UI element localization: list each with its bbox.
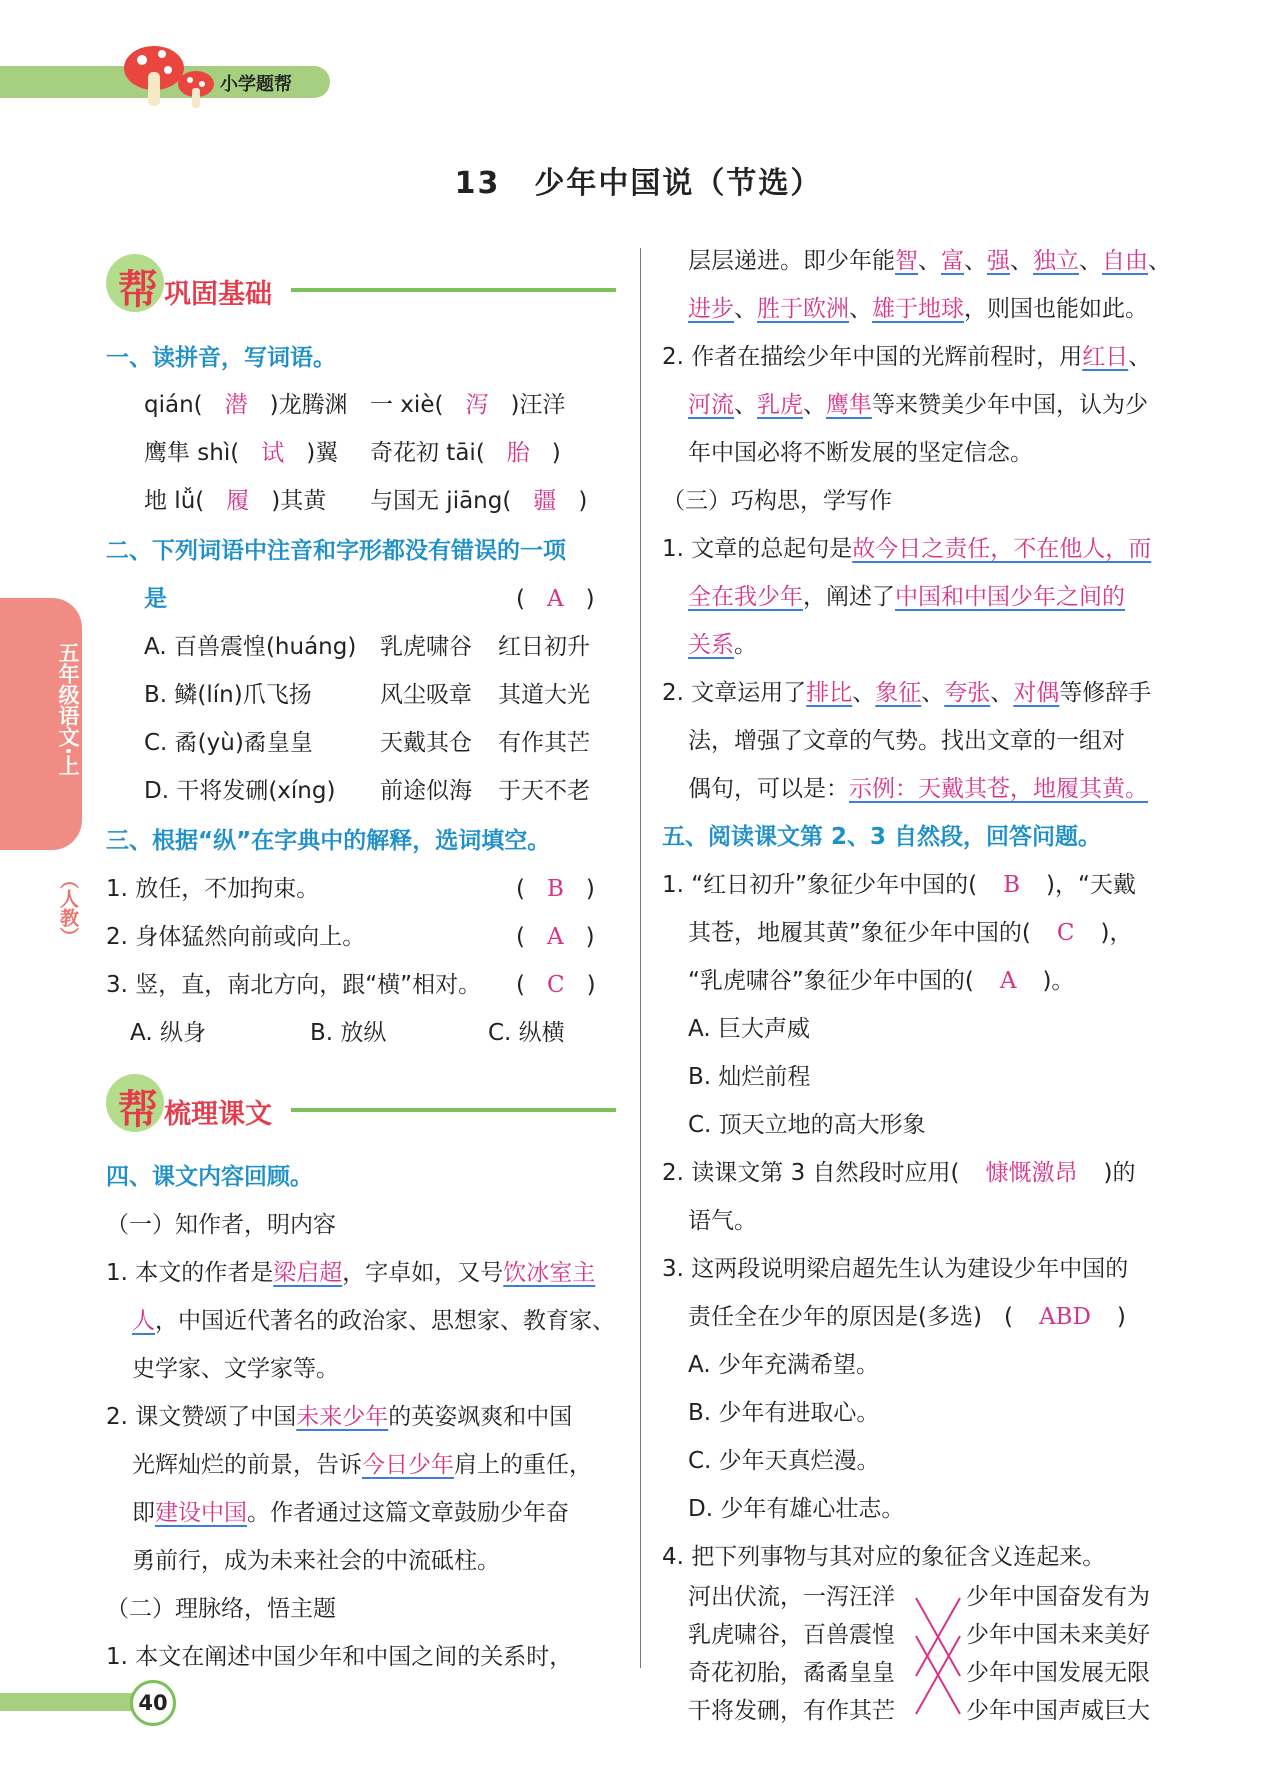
match-left-item: 干将发硎，有作其芒 <box>688 1698 895 1724</box>
q2-option: A. 百兽震惶(huáng) <box>144 634 357 660</box>
section-label: 巩固基础 <box>164 279 272 310</box>
section-rule <box>291 1108 616 1112</box>
side-tab-edition: （人教） <box>57 870 79 946</box>
brand-name: 小学题帮 <box>220 74 292 95</box>
mushroom-icon <box>122 42 222 114</box>
section-badge-char: 帮 <box>118 1087 158 1133</box>
q4-title: 四、课文内容回顾。 <box>106 1164 313 1190</box>
page-number: 40 <box>130 1680 176 1726</box>
q2-option-word: 天戴其仓 <box>380 730 472 756</box>
q4-p2-2-cont: 年中国必将不断发展的坚定信念。 <box>688 440 1033 466</box>
q2-option-word: 乳虎啸谷 <box>380 634 472 660</box>
q2-option-word: 红日初升 <box>498 634 590 660</box>
q4-part-heading: （三）巧构思，学写作 <box>662 488 892 514</box>
q4-p1-2-cont: 光辉灿烂的前景，告诉今日少年肩上的重任， <box>132 1452 592 1478</box>
q1-item: 鹰隼 shì( 试 )翼 <box>144 440 339 466</box>
q3-item: 3. 竖，直，南北方向，跟“横”相对。 <box>106 972 482 998</box>
q3-choice: C. 纵横 <box>488 1020 565 1046</box>
q3-answer-slot: ( A ) <box>516 924 595 950</box>
q5-s3-option: A. 少年充满希望。 <box>688 1352 879 1378</box>
q2-option-word: 其道大光 <box>498 682 590 708</box>
q4-part-heading: （二）理脉络，悟主题 <box>106 1596 336 1622</box>
q5-s2: 2. 读课文第 3 自然段时应用( 慷慨激昂 )的 <box>662 1160 1136 1186</box>
q5-s1-option: B. 灿烂前程 <box>688 1064 811 1090</box>
q4-p3-2-cont: 法，增强了文章的气势。找出文章的一组对 <box>688 728 1125 754</box>
q3-answer-slot: ( C ) <box>516 972 596 998</box>
match-right-item: 少年中国未来美好 <box>966 1622 1150 1648</box>
q4-p3-1-cont: 全在我少年，阐述了中国和中国少年之间的 <box>688 584 1125 610</box>
q4-p1-2-cont: 勇前行，成为未来社会的中流砥柱。 <box>132 1548 500 1574</box>
q1-item: 一 xiè( 泻 )汪洋 <box>370 392 566 418</box>
match-right-item: 少年中国声威巨大 <box>966 1698 1150 1724</box>
q4-p2-2: 2. 作者在描绘少年中国的光辉前程时，用红日、 <box>662 344 1152 370</box>
q4-p3-1-cont: 关系。 <box>688 632 757 658</box>
q1-item: 与国无 jiāng( 疆 ) <box>370 488 588 514</box>
match-right-item: 少年中国奋发有为 <box>966 1584 1150 1610</box>
q1-title: 一、读拼音，写词语。 <box>106 345 336 371</box>
q5-s1-option: C. 顶天立地的高大形象 <box>688 1112 926 1138</box>
q3-choice: A. 纵身 <box>130 1020 206 1046</box>
column-divider <box>640 248 641 1668</box>
q4-p3-1: 1. 文章的总起句是故今日之责任，不在他人，而 <box>662 536 1152 562</box>
q4-p2-1-cont: 层层递进。即少年能智、富、强、独立、自由、 <box>688 248 1171 274</box>
q3-item: 2. 身体猛然向前或向上。 <box>106 924 366 950</box>
q5-s1-option: A. 巨大声威 <box>688 1016 810 1042</box>
q5-s3-option: B. 少年有进取心。 <box>688 1400 880 1426</box>
q4-p3-2: 2. 文章运用了排比、象征、夸张、对偶等修辞手 <box>662 680 1152 706</box>
q2-answer-slot: ( A ) <box>516 586 595 612</box>
q2-option-word: 有作其芒 <box>498 730 590 756</box>
q5-s3: 3. 这两段说明梁启超先生认为建设少年中国的 <box>662 1256 1129 1282</box>
q4-p2-1: 1. 本文在阐述中国少年和中国之间的关系时， <box>106 1644 573 1670</box>
q5-s1: 1. “红日初升”象征少年中国的( B )，“天戴 <box>662 872 1136 898</box>
match-left-item: 河出伏流，一泻汪洋 <box>688 1584 895 1610</box>
q2-option: C. 矞(yù)矞皇皇 <box>144 730 313 756</box>
q3-choice: B. 放纵 <box>310 1020 387 1046</box>
lesson-title: 少年中国说（节选） <box>534 166 823 201</box>
q2-option-word: 于天不老 <box>498 778 590 804</box>
q2-title-cont: 是 <box>144 586 167 612</box>
section-badge-char: 帮 <box>118 267 158 313</box>
q5-title: 五、阅读课文第 2、3 自然段，回答问题。 <box>662 824 1102 850</box>
q4-p1-2: 2. 课文赞颂了中国未来少年的英姿飒爽和中国 <box>106 1404 573 1430</box>
q4-p2-2-cont: 河流、乳虎、鹰隼等来赞美少年中国，认为少 <box>688 392 1148 418</box>
section-label: 梳理课文 <box>164 1099 272 1130</box>
page-title <box>0 158 1277 202</box>
q4-p1-1-cont: 史学家、文学家等。 <box>132 1356 339 1382</box>
q5-s3-cont: 责任全在少年的原因是(多选) ( ABD ) <box>688 1304 1126 1330</box>
q2-option: D. 干将发硎(xíng) <box>144 778 336 804</box>
q2-title: 二、下列词语中注音和字形都没有错误的一项 <box>106 538 566 564</box>
q1-item: 奇花初 tāi( 胎 ) <box>370 440 561 466</box>
section-head-consolidate <box>106 252 616 316</box>
q4-p1-2-cont: 即建设中国。作者通过这篇文章鼓励少年奋 <box>132 1500 569 1526</box>
lesson-number: 13 <box>454 166 501 201</box>
q5-s1-cont: 其苍，地履其黄”象征少年中国的( C )， <box>688 920 1133 946</box>
q1-item: qián( 潜 )龙腾渊 <box>144 392 348 418</box>
q3-item: 1. 放任，不加拘束。 <box>106 876 320 902</box>
section-head-sort-text <box>106 1072 616 1136</box>
q2-option-word: 风尘吸章 <box>380 682 472 708</box>
q4-p2-1-cont: 进步、胜于欧洲、雄于地球，则国也能如此。 <box>688 296 1148 322</box>
q4-p3-2-cont: 偶句，可以是：示例：天戴其苍，地履其黄。 <box>688 776 1148 802</box>
q3-title: 三、根据“纵”在字典中的解释，选词填空。 <box>106 828 551 854</box>
q1-item: 地 lǚ( 履 )其黄 <box>144 488 327 514</box>
q5-s4: 4. 把下列事物与其对应的象征含义连起来。 <box>662 1544 1106 1570</box>
section-rule <box>291 288 616 292</box>
match-right-item: 少年中国发展无限 <box>966 1660 1150 1686</box>
match-left-item: 奇花初胎，矞矞皇皇 <box>688 1660 895 1686</box>
q5-s1-cont: “乳虎啸谷”象征少年中国的( A )。 <box>688 968 1075 994</box>
q2-option: B. 鳞(lín)爪飞扬 <box>144 682 312 708</box>
q3-answer-slot: ( B ) <box>516 876 595 902</box>
q4-p1-1-cont: 人，中国近代著名的政治家、思想家、教育家、 <box>132 1308 615 1334</box>
side-tab-grade: 五年级语文·上 <box>56 642 80 776</box>
footer-bar <box>0 1693 145 1711</box>
q5-s2-cont: 语气。 <box>688 1208 757 1234</box>
q4-p1-1: 1. 本文的作者是梁启超，字卓如，又号饮冰室主 <box>106 1260 596 1286</box>
match-lines <box>912 1590 964 1740</box>
q5-s3-option: C. 少年天真烂漫。 <box>688 1448 880 1474</box>
q5-s3-option: D. 少年有雄心壮志。 <box>688 1496 905 1522</box>
q2-option-word: 前途似海 <box>380 778 472 804</box>
q4-part-heading: （一）知作者，明内容 <box>106 1212 336 1238</box>
match-left-item: 乳虎啸谷，百兽震惶 <box>688 1622 895 1648</box>
